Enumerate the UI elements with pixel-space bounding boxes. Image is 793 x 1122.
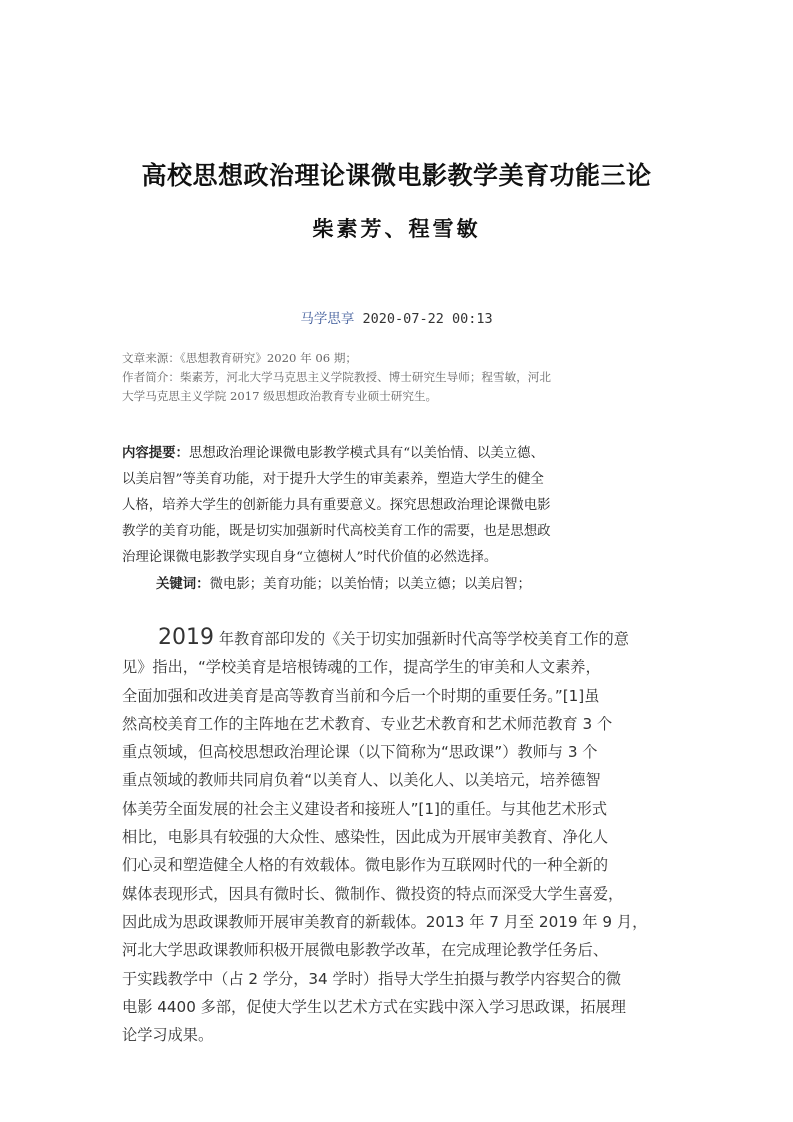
body-line: 媒体表现形式，因具有微时长、微制作、微投资的特点而深受大学生喜爱， <box>122 884 624 903</box>
body-paragraph <box>122 624 692 1049</box>
platform-name: 马学思享 <box>300 311 355 327</box>
article-meta <box>122 349 682 406</box>
body-line: 河北大学思政课教师积极开展微电影教学改革，在完成理论教学任务后、 <box>122 941 608 960</box>
abstract-section <box>122 440 680 598</box>
body-line: 因此成为思政课教师开展审美教育的新载体。2013 年 7 月至 2019 年 9 月， <box>122 912 648 931</box>
abstract-line <box>122 440 680 467</box>
source-note: 文章来源：《思想教育研究》2020 年 06 期； <box>122 351 358 365</box>
author-intro-line: 大学马克思主义学院 2017 级思想政治教育专业硕士研究生。 <box>122 389 438 403</box>
body-line: 重点领域的教师共同肩负着“以美育人、以美化人、以美培元，培养德智 <box>122 771 601 790</box>
abstract-line: 教学的美育功能，既是切实加强新时代高校美育工作的需要，也是思想政 <box>122 524 551 539</box>
body-line <box>122 624 692 653</box>
body-line: 然高校美育工作的主阵地在艺术教育、专业艺术教育和艺术师范教育 3 个 <box>122 714 613 733</box>
keywords-line <box>156 571 680 598</box>
abstract-line: 人格，培养大学生的创新能力具有重要意义。探究思想政治理论课微电影 <box>122 498 551 513</box>
author-intro-line: 作者简介：柴素芳，河北大学马克思主义学院教授、博士研究生导师；程雪敏，河北 <box>122 370 551 384</box>
abstract-label: 内容提要： <box>122 445 189 461</box>
abstract-line: 治理论课微电影教学实现自身“立德树人”时代价值的必然选择。 <box>122 550 498 565</box>
abstract-line: 以美启智”等美育功能，对于提升大学生的审美素养，塑造大学生的健全 <box>122 472 544 487</box>
body-year: 2019 <box>158 625 214 650</box>
body-line: 全面加强和改进美育是高等教育当前和今后一个时期的重要任务。”[1]虽 <box>122 686 600 705</box>
keywords-text: 微电影；美育功能；以美怡情；以美立德；以美启智； <box>209 577 531 592</box>
body-line: 体美劳全面发展的社会主义建设者和接班人”[1]的重任。与其他艺术形式 <box>122 799 608 818</box>
publish-info <box>0 307 793 327</box>
body-line: 电影 4400 多部，促使大学生以艺术方式在实践中深入学习思政课，拓展理 <box>122 997 626 1016</box>
body-line: 重点领域，但高校思想政治理论课（以下简称为“思政课”）教师与 3 个 <box>122 743 598 762</box>
article-authors: 柴素芳、程雪敏 <box>312 216 481 241</box>
body-line: 相比，电影具有较强的大众性、感染性，因此成为开展审美教育、净化人 <box>122 828 608 847</box>
keywords-label: 关键词： <box>156 576 210 592</box>
abstract-text: 思想政治理论课微电影教学模式具有“以美怡情、以美立德、 <box>188 446 544 461</box>
body-text: 年教育部印发的《关于切实加强新时代高等学校美育工作的意 <box>214 630 629 648</box>
article-title: 高校思想政治理论课微电影教学美育功能三论 <box>141 161 652 190</box>
body-line: 们心灵和塑造健全人格的有效载体。微电影作为互联网时代的一种全新的 <box>122 856 608 875</box>
body-line: 论学习成果。 <box>122 1026 214 1045</box>
body-line: 于实践教学中（占 2 学分，34 学时）指导大学生拍摄与教学内容契合的微 <box>122 969 622 988</box>
body-line: 见》指出，“学校美育是培根铸魂的工作，提高学生的审美和人文素养， <box>122 658 601 677</box>
publish-datetime: 2020-07-22 00:13 <box>362 311 493 327</box>
